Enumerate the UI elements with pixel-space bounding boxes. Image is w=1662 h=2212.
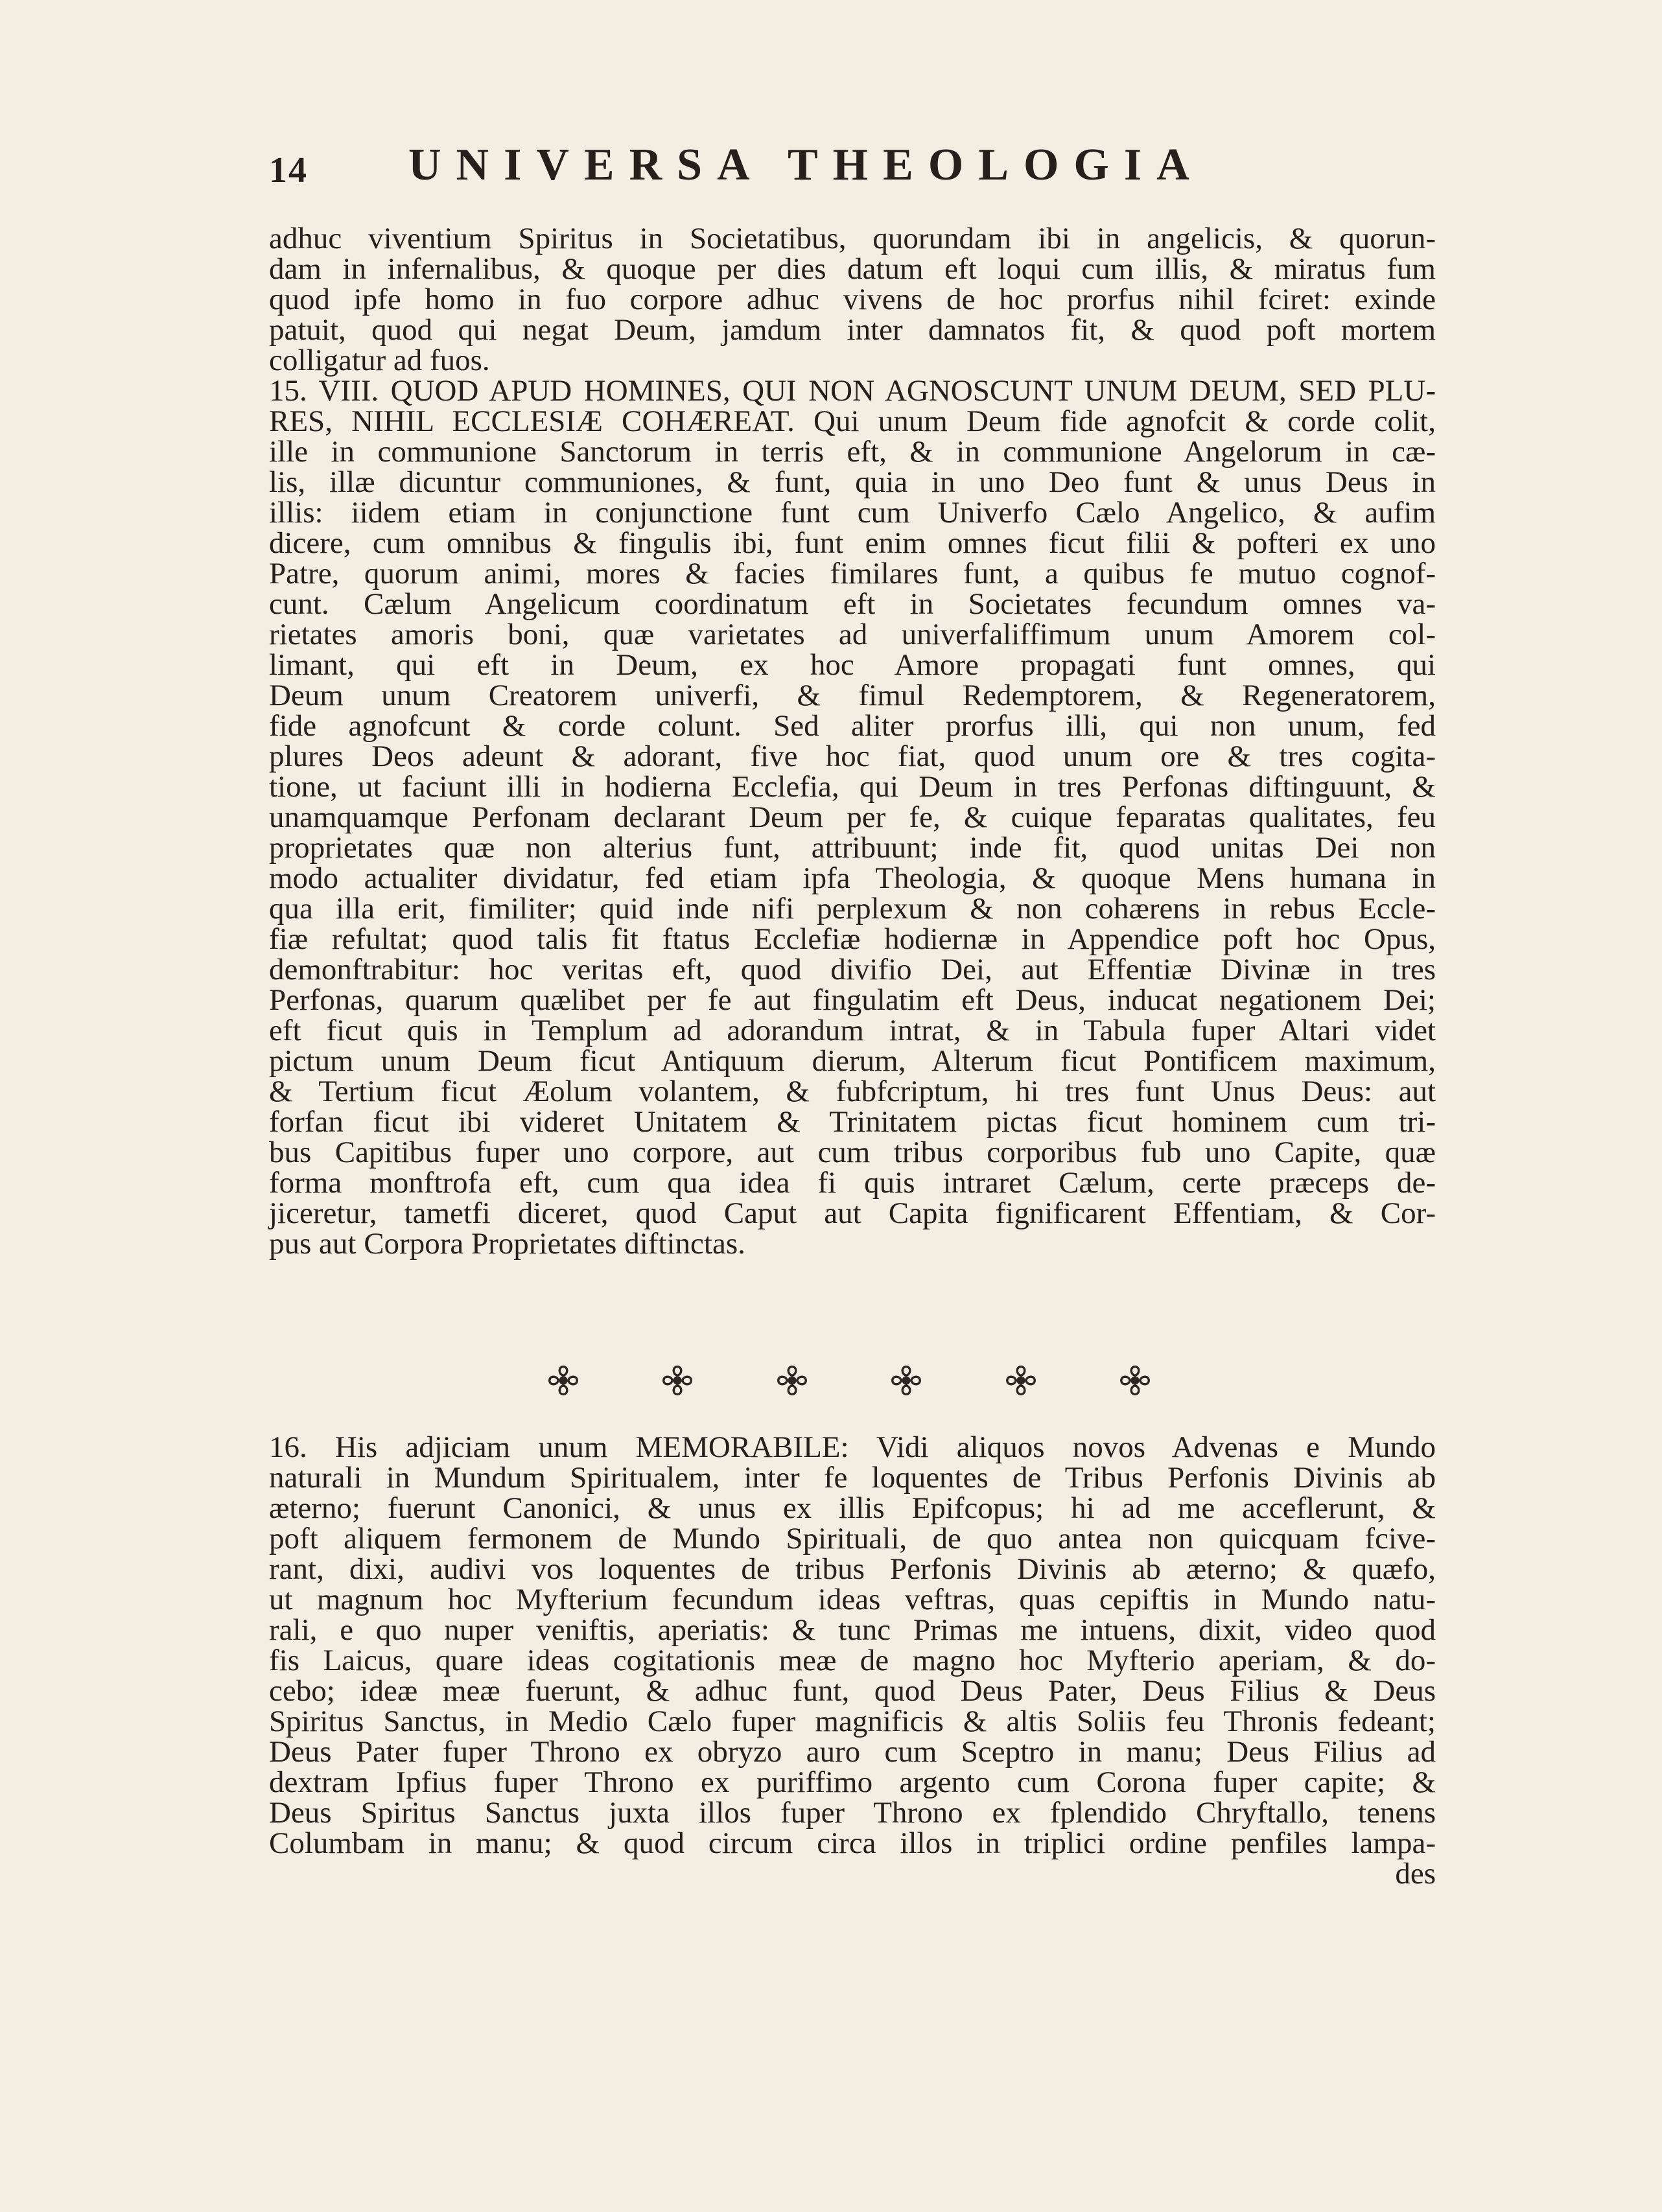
fleuron-icon [773, 1362, 811, 1399]
text-line: forma monftrofa eft, cum qua idea fi quis intraret Cælum, certe præceps de- [269, 1166, 1436, 1200]
text-line: plures Deos adeunt & adorant, five hoc fiat, quod unum ore & tres cogita- [269, 739, 1436, 773]
text-line: colligatur ad fuos. [269, 343, 490, 377]
text-line: rietates amoris boni, quæ varietates ad univerfaliffimum unum Amorem col- [269, 618, 1436, 651]
text-line: Deus Pater fuper Throno ex obryzo auro cum Sceptro in manu; Deus Filius ad [269, 1735, 1436, 1769]
text-line: des [1395, 1857, 1436, 1891]
text-line: jiceretur, tametfi diceret, quod Caput aut Capita fignificarent Effentiam, & Cor- [269, 1196, 1436, 1230]
text-line: fis Laicus, quare ideas cogitationis meæ de magno hoc Myfterio aperiam, & do- [269, 1644, 1436, 1677]
fleuron-icon [659, 1362, 696, 1399]
text-line: limant, qui eft in Deum, ex hoc Amore propagati funt omnes, qui [269, 648, 1436, 682]
text-line: Columbam in manu; & quod circum circa illos in triplici ordine penfiles lampa- [269, 1826, 1436, 1860]
text-line: illis: iidem etiam in conjunctione funt cum Univerfo Cælo Angelico, & aufim [269, 496, 1436, 530]
text-line: rali, e quo nuper veniftis, aperiatis: & tunc Primas me intuens, dixit, video quod [269, 1613, 1436, 1647]
text-line: tione, ut faciunt illi in hodierna Ecclefia, qui Deum in tres Perfonas diftinguunt, & [269, 770, 1436, 804]
text-line: RES, NIHIL ECCLESIÆ COHÆREAT. Qui unum Deum fide agnofcit & corde colit, [269, 404, 1436, 438]
text-line: ille in communione Sanctorum in terris eft, & in communione Angelorum in cæ- [269, 435, 1436, 469]
text-line: pus aut Corpora Proprietates diftinctas. [269, 1227, 745, 1261]
text-line: bus Capitibus fuper uno corpore, aut cum tribus corporibus fub uno Capite, quæ [269, 1135, 1436, 1169]
text-line: dextram Ipfius fuper Throno ex puriffimo argento cum Corona fuper capite; & [269, 1765, 1436, 1799]
text-line: cebo; ideæ meæ fuerunt, & adhuc funt, quod Deus Pater, Deus Filius & Deus [269, 1674, 1436, 1708]
page-header [269, 139, 1436, 198]
text-line: naturali in Mundum Spiritualem, inter fe loquentes de Tribus Perfonis Divinis ab [269, 1461, 1436, 1495]
text-line: 15. VIII. QUOD APUD HOMINES, QUI NON AGNOSCUNT UNUM DEUM, SED PLU- [269, 374, 1436, 408]
text-line: Spiritus Sanctus, in Medio Cælo fuper magnificis & altis Soliis feu Thronis fedeant; [269, 1705, 1436, 1738]
text-line: unamquamque Perfonam declarant Deum per fe, & cuique feparatas qualitates, feu [269, 800, 1436, 834]
text-line: qua illa erit, fimiliter; quid inde nifi perplexum & non cohærens in rebus Eccle- [269, 892, 1436, 926]
text-line: pictum unum Deum ficut Antiquum dierum, Alterum ficut Pontificem maximum, [269, 1044, 1436, 1078]
text-block-section-16 [269, 1432, 1436, 1889]
text-line: Perfonas, quarum quælibet per fe aut fingulatim eft Deus, inducat negationem Dei; [269, 983, 1436, 1017]
text-line: eft ficut quis in Templum ad adorandum intrat, & in Tabula fuper Altari videt [269, 1014, 1436, 1047]
text-line: dam in infernalibus, & quoque per dies datum eft loqui cum illis, & miratus fum [269, 252, 1436, 286]
text-line: ut magnum hoc Myfterium fecundum ideas veftras, quas cepiftis in Mundo natu- [269, 1583, 1436, 1616]
text-line: demonftrabitur: hoc veritas eft, quod divifio Dei, aut Effentiæ Divinæ in tres [269, 953, 1436, 986]
fleuron-icon [1116, 1362, 1154, 1399]
text-line: Deum unum Creatorem univerfi, & fimul Redemptorem, & Regeneratorem, [269, 679, 1436, 712]
text-line: 16. His adjiciam unum MEMORABILE: Vidi aliquos novos Advenas e Mundo [269, 1430, 1436, 1464]
text-line: æterno; fuerunt Canonici, & unus ex illis Epifcopus; hi ad me acceflerunt, & [269, 1491, 1436, 1525]
ornament-divider [544, 1355, 1154, 1406]
text-line: proprietates quæ non alterius funt, attribuunt; inde fit, quod unitas Dei non [269, 831, 1436, 865]
page-number: 14 [269, 150, 308, 191]
text-line: fide agnofcunt & corde colunt. Sed aliter prorfus illi, qui non unum, fed [269, 709, 1436, 743]
text-line: forfan ficut ibi videret Unitatem & Trinitatem pictas ficut hominem cum tri- [269, 1105, 1436, 1139]
text-line: quod ipfe homo in fuo corpore adhuc vivens de hoc prorfus nihil fciret: exinde [269, 283, 1436, 316]
text-line: cunt. Cælum Angelicum coordinatum eft in Societates fecundum omnes va- [269, 587, 1436, 621]
text-line: Patre, quorum animi, mores & facies fimilares funt, a quibus fe mutuo cognof- [269, 557, 1436, 590]
text-line: & Tertium ficut Æolum volantem, & fubfcriptum, hi tres funt Unus Deus: aut [269, 1075, 1436, 1108]
text-line: rant, dixi, audivi vos loquentes de tribus Perfonis Divinis ab æterno; & quæfo, [269, 1552, 1436, 1586]
text-line: adhuc viventium Spiritus in Societatibus, quorundam ibi in angelicis, & quorun- [269, 222, 1436, 255]
text-line: patuit, quod qui negat Deum, jamdum inter damnatos fit, & quod poft mortem [269, 313, 1436, 347]
text-line: lis, illæ dicuntur communiones, & funt, quia in uno Deo funt & unus Deus in [269, 465, 1436, 499]
text-line: fiæ refultat; quod talis fit ftatus Ecclefiæ hodiernæ in Appendice poft hoc Opus, [269, 922, 1436, 956]
text-line: dicere, cum omnibus & fingulis ibi, funt enim omnes ficut filii & pofteri ex uno [269, 526, 1436, 560]
fleuron-icon [887, 1362, 925, 1399]
text-line: poft aliquem fermonem de Mundo Spirituali, de quo antea non quicquam fcive- [269, 1522, 1436, 1555]
text-line: modo actualiter dividatur, fed etiam ipfa Theologia, & quoque Mens humana in [269, 861, 1436, 895]
running-title: UNIVERSA THEOLOGIA [408, 140, 1204, 190]
fleuron-icon [1002, 1362, 1040, 1399]
text-line: Deus Spiritus Sanctus juxta illos fuper Throno ex fplendido Chryftallo, tenens [269, 1796, 1436, 1830]
text-block-section-15 [269, 224, 1436, 1259]
fleuron-icon [544, 1362, 582, 1399]
